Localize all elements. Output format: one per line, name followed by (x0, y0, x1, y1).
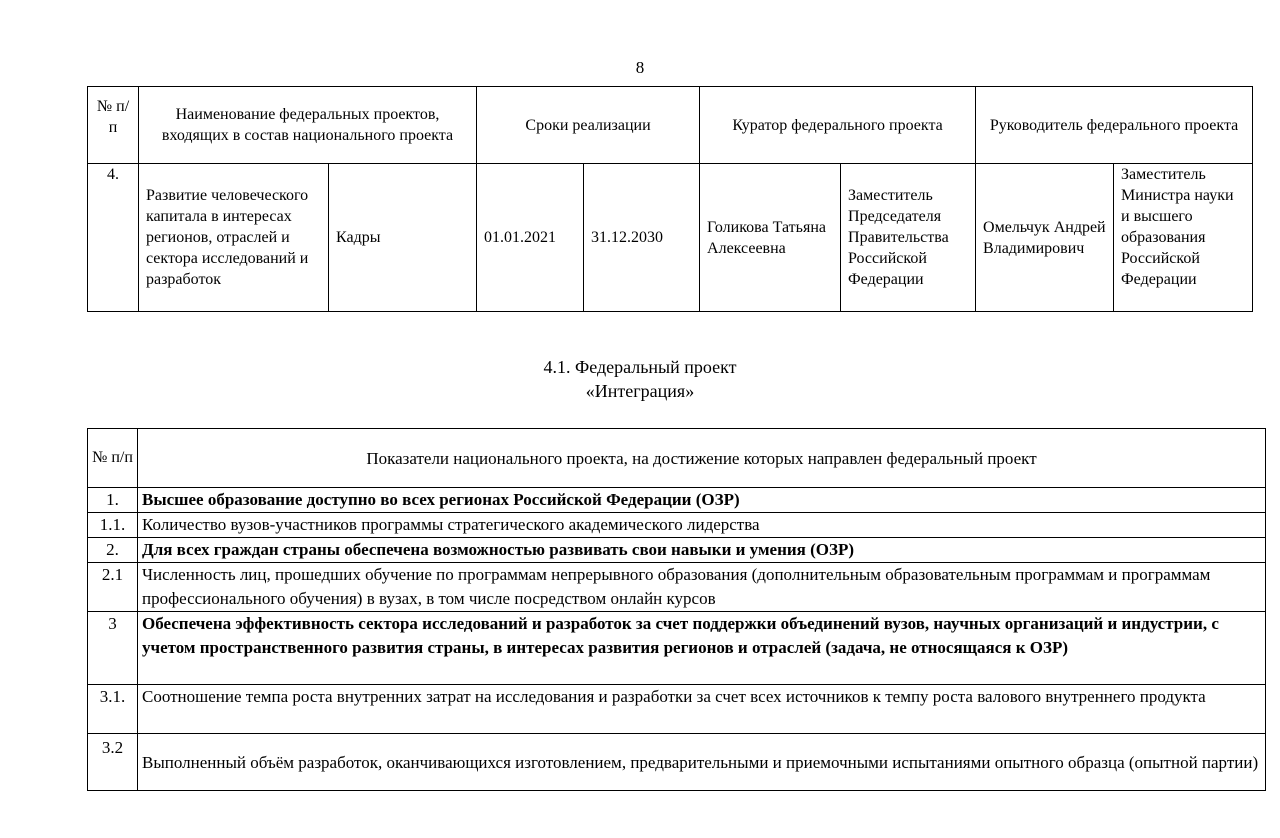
end-date: 31.12.2030 (584, 164, 700, 312)
head-name: Омельчук Андрей Владимирович (976, 164, 1114, 312)
row-text: Обеспечена эффективность сектора исследований и разработок за счет поддержки объединений вузов, научных организаций и индустрии, с учетом пространственного развития страны, в интересах развития регионов и отраслей (задача, не относящаяся к ОЗР) (138, 612, 1266, 685)
row-num: 3.2 (88, 734, 138, 791)
section-title-line1: 4.1. Федеральный проект (543, 357, 737, 377)
row-text: Высшее образование доступно во всех регионах Российской Федерации (ОЗР) (138, 488, 1266, 513)
indicators-table (87, 428, 1266, 791)
table-row (88, 488, 1266, 513)
row-num: 2. (88, 538, 138, 563)
national-project-name: Развитие человеческого капитала в интересах регионов, отраслей и сектора исследований и разработок (139, 164, 329, 312)
head-position: Заместитель Министра науки и высшего образования Российской Федерации (1114, 164, 1253, 312)
row-text: Выполненный объём разработок, оканчивающихся изготовлением, предварительными и приемочными испытаниями опытного образца (опытной партии) (138, 734, 1266, 791)
section-title (0, 355, 1280, 403)
header-curator: Куратор федерального проекта (700, 87, 976, 164)
table-row (88, 538, 1266, 563)
indicators-header-row (88, 429, 1266, 488)
row-num: 1. (88, 488, 138, 513)
curator-position: Заместитель Председателя Правительства Российской Федерации (841, 164, 976, 312)
federal-project-name: Кадры (329, 164, 477, 312)
row-text: Для всех граждан страны обеспечена возможностью развивать свои навыки и умения (ОЗР) (138, 538, 1266, 563)
row-num: 1.1. (88, 513, 138, 538)
page-number: 8 (635, 58, 645, 77)
header-head: Руководитель федерального проекта (976, 87, 1253, 164)
table-row (88, 563, 1266, 612)
table-header-row (88, 87, 1253, 164)
row-num: 4. (88, 164, 139, 312)
indicators-header-num: № п/п (88, 429, 138, 488)
row-num: 2.1 (88, 563, 138, 612)
header-num: № п/п (88, 87, 139, 164)
table-row (88, 612, 1266, 685)
indicators-header-text: Показатели национального проекта, на достижение которых направлен федеральный проект (138, 429, 1266, 488)
row-text: Соотношение темпа роста внутренних затрат на исследования и разработки за счет всех источников к темпу роста валового внутреннего продукта (138, 685, 1266, 734)
federal-projects-table (87, 86, 1253, 312)
header-dates: Сроки реализации (477, 87, 700, 164)
section-title-line2: «Интеграция» (585, 381, 695, 401)
curator-name: Голикова Татьяна Алексеевна (700, 164, 841, 312)
row-num: 3 (88, 612, 138, 685)
table-row (88, 513, 1266, 538)
row-num: 3.1. (88, 685, 138, 734)
table-row (88, 164, 1253, 312)
table-row (88, 685, 1266, 734)
header-project-name: Наименование федеральных проектов, входящих в состав национального проекта (139, 87, 477, 164)
row-text: Численность лиц, прошедших обучение по программам непрерывного образования (дополнительным образовательным программам и программам профессионального обучения) в вузах, в том числе посредством онлайн курсов (138, 563, 1266, 612)
table-row (88, 734, 1266, 791)
row-text: Количество вузов-участников программы стратегического академического лидерства (138, 513, 1266, 538)
start-date: 01.01.2021 (477, 164, 584, 312)
